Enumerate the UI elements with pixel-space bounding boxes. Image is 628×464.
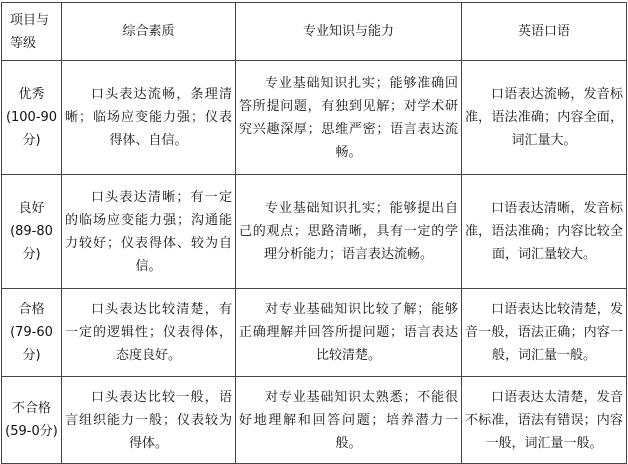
overall-quality-text: 口头表达清晰；有一定的临场应变能力强；沟通能力较好；仪表得体、较为自信。 xyxy=(65,189,232,274)
overall-quality-text: 口头表达流畅，条理清晰；临场应变能力强；仪表得体、自信。 xyxy=(65,87,232,148)
header-cell-spoken-english xyxy=(462,3,627,61)
overall-quality-text: 口头表达比较一般，语言组织能力一般；仪表较为得体。 xyxy=(65,389,232,451)
overall-quality-cell xyxy=(62,61,236,175)
level-name: 良好 xyxy=(18,201,45,216)
overall-quality-cell xyxy=(62,289,236,377)
level-range: (79-60分) xyxy=(10,325,53,363)
table-row xyxy=(2,377,627,464)
spoken-english-cell xyxy=(462,175,627,289)
level-cell xyxy=(2,61,62,175)
spoken-english-text: 口语表达流畅，发音标准，语法准确；内容全面，词汇量大。 xyxy=(465,87,623,148)
header-spoken-english-label: 英语口语 xyxy=(517,24,570,39)
professional-knowledge-text: 专业基础知识扎实；能够准确回答所提问题，有独到见解；对学术研究兴趣深厚；思维严密；语言表达流畅。 xyxy=(239,75,458,160)
header-cell-professional-knowledge xyxy=(236,3,462,61)
header-cell-item-level xyxy=(2,3,62,61)
overall-quality-text: 口头表达比较清楚，有一定的逻辑性；仪表得体，态度良好。 xyxy=(65,302,232,363)
spoken-english-cell xyxy=(462,377,627,464)
level-cell xyxy=(2,289,62,377)
header-overall-quality-label: 综合素质 xyxy=(122,24,175,39)
professional-knowledge-cell xyxy=(236,175,462,289)
spoken-english-text: 口语表达清晰，发音标准，语法准确；内容比较全面，词汇量较大。 xyxy=(465,201,623,262)
level-range: (89-80分) xyxy=(10,224,53,262)
professional-knowledge-cell xyxy=(236,289,462,377)
spoken-english-text: 口语表达太清楚，发音不标准，语法有错误；内容一般，词汇量一般。 xyxy=(465,389,623,451)
header-professional-knowledge-label: 专业知识与能力 xyxy=(302,24,394,39)
level-name: 优秀 xyxy=(18,87,45,102)
evaluation-table xyxy=(1,2,627,464)
table-header-row xyxy=(2,3,627,61)
table-row xyxy=(2,289,627,377)
header-cell-overall-quality xyxy=(62,3,236,61)
table-row xyxy=(2,175,627,289)
professional-knowledge-cell xyxy=(236,377,462,464)
professional-knowledge-text: 专业基础知识扎实；能够提出自己的观点；思路清晰，具有一定的学理分析能力；语言表达流畅。 xyxy=(239,201,458,262)
professional-knowledge-text: 对专业基础知识比较了解；能够正确理解并回答所提问题；语言表达比较清楚。 xyxy=(239,302,458,363)
overall-quality-cell xyxy=(62,377,236,464)
professional-knowledge-text: 对专业基础知识太熟悉；不能很好地理解和回答问题；培养潜力一般。 xyxy=(239,389,458,451)
level-name: 不合格 xyxy=(11,401,51,416)
table-row xyxy=(2,61,627,175)
spoken-english-cell xyxy=(462,61,627,175)
header-item-level-label: 项目与等级 xyxy=(10,12,50,51)
level-cell xyxy=(2,175,62,289)
level-name: 合格 xyxy=(18,302,45,317)
overall-quality-cell xyxy=(62,175,236,289)
level-range: (59-0分) xyxy=(5,424,58,439)
professional-knowledge-cell xyxy=(236,61,462,175)
spoken-english-cell xyxy=(462,289,627,377)
spoken-english-text: 口语表达比较清楚，发音一般，语法正确；内容一般，词汇量一般。 xyxy=(465,302,623,363)
level-cell xyxy=(2,377,62,464)
level-range: (100-90分) xyxy=(5,110,58,148)
